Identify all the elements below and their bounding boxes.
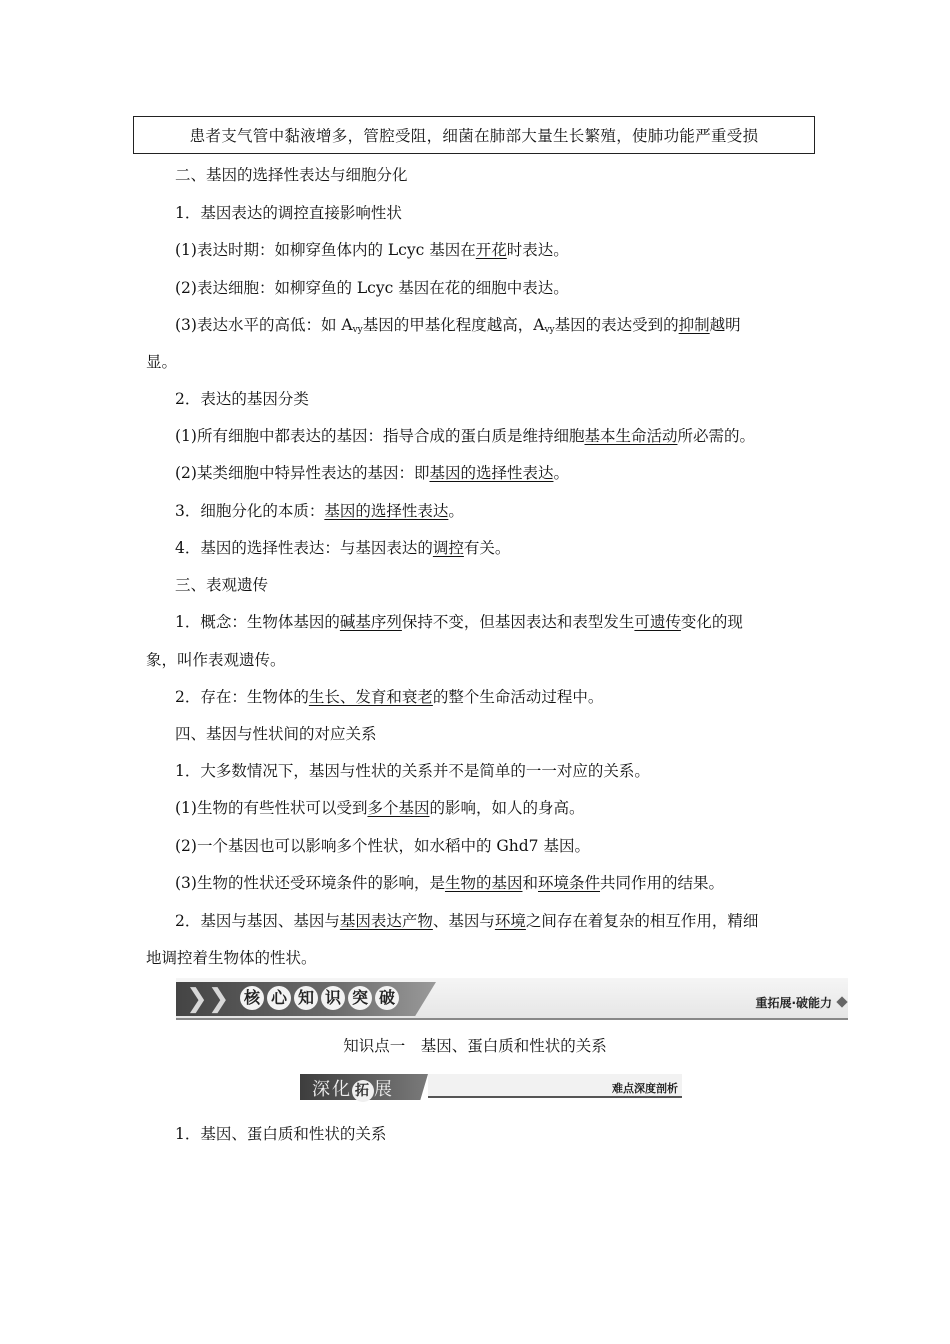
- boxed-text: 患者支气管中黏液增多，管腔受阻，细菌在肺部大量生长繁殖，使肺功能严重受损: [189, 127, 759, 145]
- blank-answer: 基本生命活动: [584, 427, 678, 445]
- boxed-conclusion: [133, 116, 815, 154]
- blank-answer: 基因的选择性表达: [324, 502, 449, 520]
- banner-title: 核 心 知 识 突 破: [240, 986, 399, 1010]
- section-heading-4: 四、基因与性状间的对应关系: [175, 725, 377, 743]
- paragraph: (2)表达细胞：如柳穿鱼的 Lcyc 基因在花的细胞中表达。: [175, 279, 569, 297]
- knowledge-point-title: 知识点一 基因、蛋白质和性状的关系: [343, 1037, 607, 1055]
- blank-answer: 环境: [494, 912, 526, 930]
- paragraph: (3)生物的性状还受环境条件的影响，是生物的基因和环境条件共同作用的结果。: [175, 874, 725, 892]
- blank-answer: 碱基序列: [339, 613, 402, 631]
- blank-answer: 基因表达产物: [339, 912, 433, 930]
- paragraph: (2)一个基因也可以影响多个性状，如水稻中的 Ghd7 基因。: [175, 837, 590, 855]
- paragraph: 2．存在：生物体的生长、发育和衰老的整个生命活动过程中。: [175, 688, 604, 706]
- section-heading-3: 三、表观遗传: [175, 576, 269, 594]
- paragraph-continuation: 地调控着生物体的性状。: [146, 949, 317, 967]
- blank-answer: 可遗传: [634, 613, 681, 631]
- tag-subtitle: 难点深度剖析: [612, 1082, 678, 1095]
- core-knowledge-banner: [176, 978, 848, 1020]
- paragraph: (1)所有细胞中都表达的基因：指导合成的蛋白质是维持细胞基本生命活动所必需的。: [175, 427, 755, 445]
- blank-answer: 环境条件: [538, 874, 601, 892]
- paragraph: (3)表达水平的高低：如 Avy基因的甲基化程度越高，Avy基因的表达受到的抑制越明: [175, 316, 741, 335]
- paragraph: 2．表达的基因分类: [175, 390, 309, 408]
- paragraph-continuation: 显。: [146, 353, 178, 371]
- blank-answer: 调控: [432, 539, 464, 557]
- blank-answer: 生物的基因: [444, 874, 523, 892]
- paragraph: 2．基因与基因、基因与基因表达产物、基因与环境之间存在着复杂的相互作用，精细: [175, 912, 759, 930]
- blank-answer: 抑制: [678, 316, 710, 334]
- paragraph: (2)某类细胞中特异性表达的基因：即基因的选择性表达。: [175, 464, 569, 482]
- blank-answer: 基因的选择性表达: [429, 464, 554, 482]
- blank-answer: 生长、发育和衰老: [308, 688, 433, 706]
- paragraph-continuation: 象，叫作表观遗传。: [146, 651, 286, 669]
- paragraph: 3．细胞分化的本质：基因的选择性表达。: [175, 502, 464, 520]
- section-heading-2: 二、基因的选择性表达与细胞分化: [175, 166, 408, 184]
- paragraph: 1．大多数情况下，基因与性状的关系并不是简单的一一对应的关系。: [175, 762, 650, 780]
- paragraph: 4．基因的选择性表达：与基因表达的调控有关。: [175, 539, 511, 557]
- banner-subtitle: 重拓展·破能力: [755, 996, 832, 1010]
- deepen-expand-tag: [300, 1074, 682, 1100]
- paragraph: 1．基因、蛋白质和性状的关系: [175, 1125, 387, 1143]
- blank-answer: 开花: [475, 241, 507, 259]
- paragraph: (1)生物的有些性状可以受到多个基因的影响，如人的身高。: [175, 799, 585, 817]
- tag-title: 深化 拓 展: [312, 1079, 394, 1100]
- paragraph: 1．基因表达的调控直接影响性状: [175, 204, 402, 222]
- blank-answer: 多个基因: [367, 799, 430, 817]
- double-chevron-icon: ❯❯: [186, 984, 230, 1014]
- paragraph: 1．概念：生物体基因的碱基序列保持不变，但基因表达和表型发生可遗传变化的现: [175, 613, 743, 631]
- paragraph: (1)表达时期：如柳穿鱼体内的 Lcyc 基因在开花时表达。: [175, 241, 569, 259]
